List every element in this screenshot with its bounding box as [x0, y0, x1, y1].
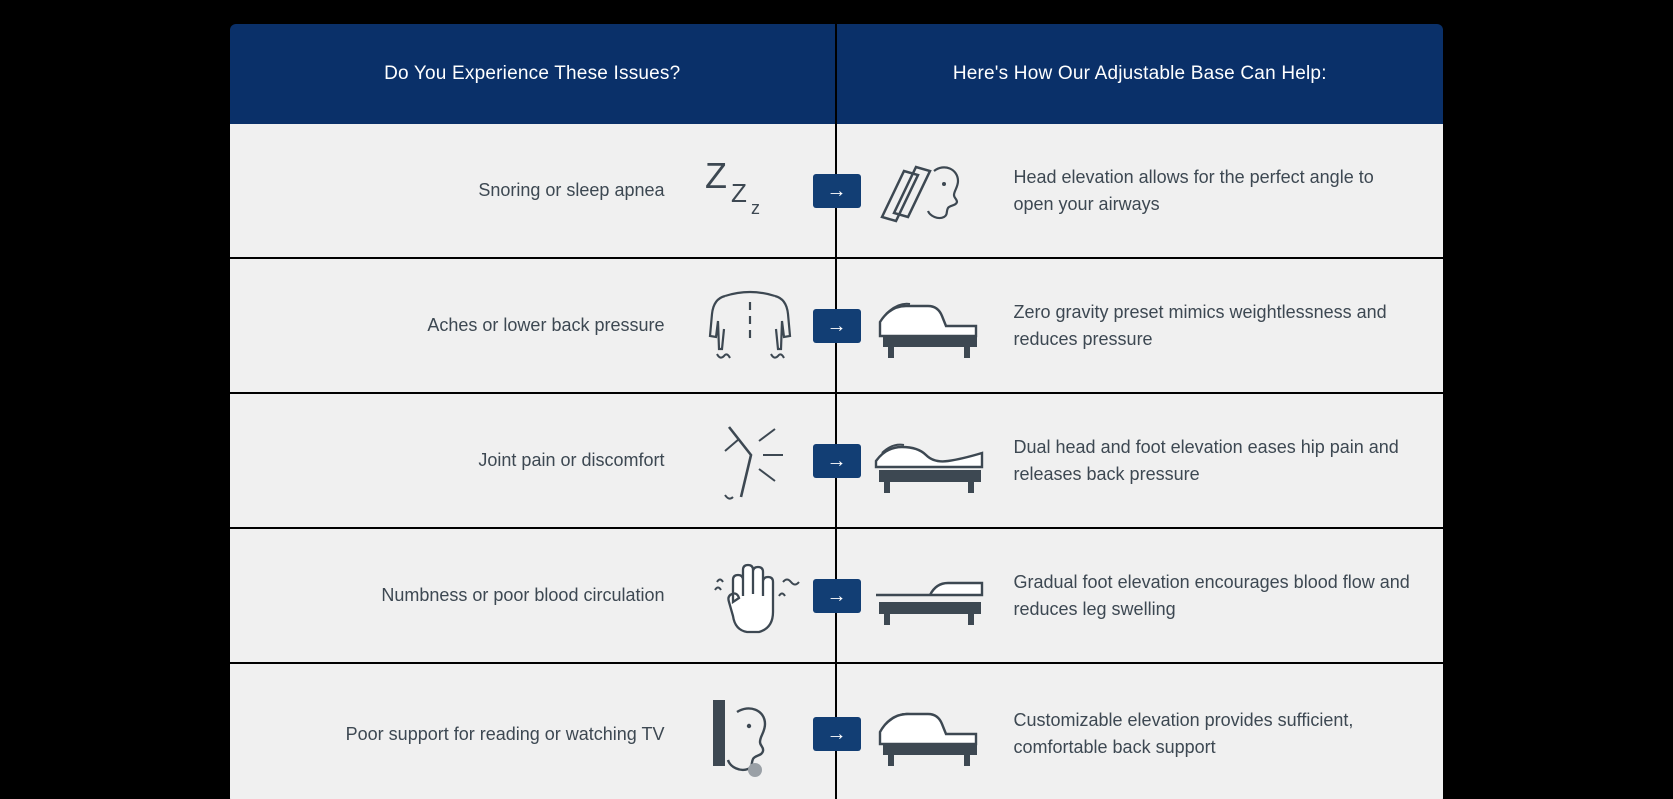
table-row: [230, 124, 1443, 259]
comparison-table: [230, 24, 1443, 799]
table-row: [230, 394, 1443, 529]
benefit-cell: [837, 664, 1444, 799]
customizable-elevation-bed-icon: [867, 689, 992, 779]
hand-numbness-icon: [675, 541, 825, 651]
zzz-snoring-icon: [675, 136, 825, 246]
benefit-label: Gradual foot elevation encourages blood flow and reduces leg swelling: [1013, 571, 1410, 619]
benefit-label: Dual head and foot elevation eases hip pain and releases back pressure: [1013, 436, 1399, 484]
arrow-right-icon: →: [813, 717, 861, 751]
arrow-right-icon: →: [813, 309, 861, 343]
table-row: [230, 529, 1443, 664]
dual-elevation-bed-icon: [867, 416, 992, 506]
benefit-cell: [837, 529, 1444, 662]
arrow-right-icon: →: [813, 174, 861, 208]
issue-cell: [230, 259, 837, 392]
issue-label: Joint pain or discomfort: [478, 450, 665, 471]
svg-text:Z: Z: [704, 154, 727, 196]
arrow-right-icon: →: [813, 444, 861, 478]
issue-cell: [230, 664, 837, 799]
svg-text:Z: Z: [730, 177, 747, 208]
svg-text:z: z: [750, 197, 760, 218]
header-benefits: Here's How Our Adjustable Base Can Help:: [952, 63, 1327, 84]
issue-cell: [230, 124, 837, 257]
zero-gravity-bed-icon: [867, 281, 992, 371]
issue-label: Poor support for reading or watching TV: [345, 723, 665, 744]
arrow-right-icon: →: [813, 579, 861, 613]
back-pain-icon: [675, 271, 825, 381]
issue-label: Snoring or sleep apnea: [478, 180, 665, 201]
benefit-label: Customizable elevation provides sufficient, comfortable back support: [1013, 710, 1354, 757]
joint-pain-icon: [675, 406, 825, 516]
issue-label: Aches or lower back pressure: [427, 315, 665, 336]
table-header: [230, 24, 1443, 124]
issue-label: Numbness or poor blood circulation: [381, 585, 665, 606]
table-row: [230, 664, 1443, 799]
benefit-cell: [837, 394, 1444, 527]
issue-cell: [230, 529, 837, 662]
benefit-label: Head elevation allows for the perfect angle to open your airways: [1013, 166, 1374, 214]
issue-cell: [230, 394, 837, 527]
foot-elevation-bed-icon: [867, 551, 992, 641]
benefit-label: Zero gravity preset mimics weightlessness and reduces pressure: [1013, 301, 1387, 349]
benefit-cell: [837, 259, 1444, 392]
reading-watching-tv-icon: [675, 679, 825, 789]
table-row: [230, 259, 1443, 394]
header-issues: Do You Experience These Issues?: [230, 24, 837, 124]
head-elevation-bed-icon: [867, 146, 992, 236]
benefit-cell: [837, 124, 1444, 257]
